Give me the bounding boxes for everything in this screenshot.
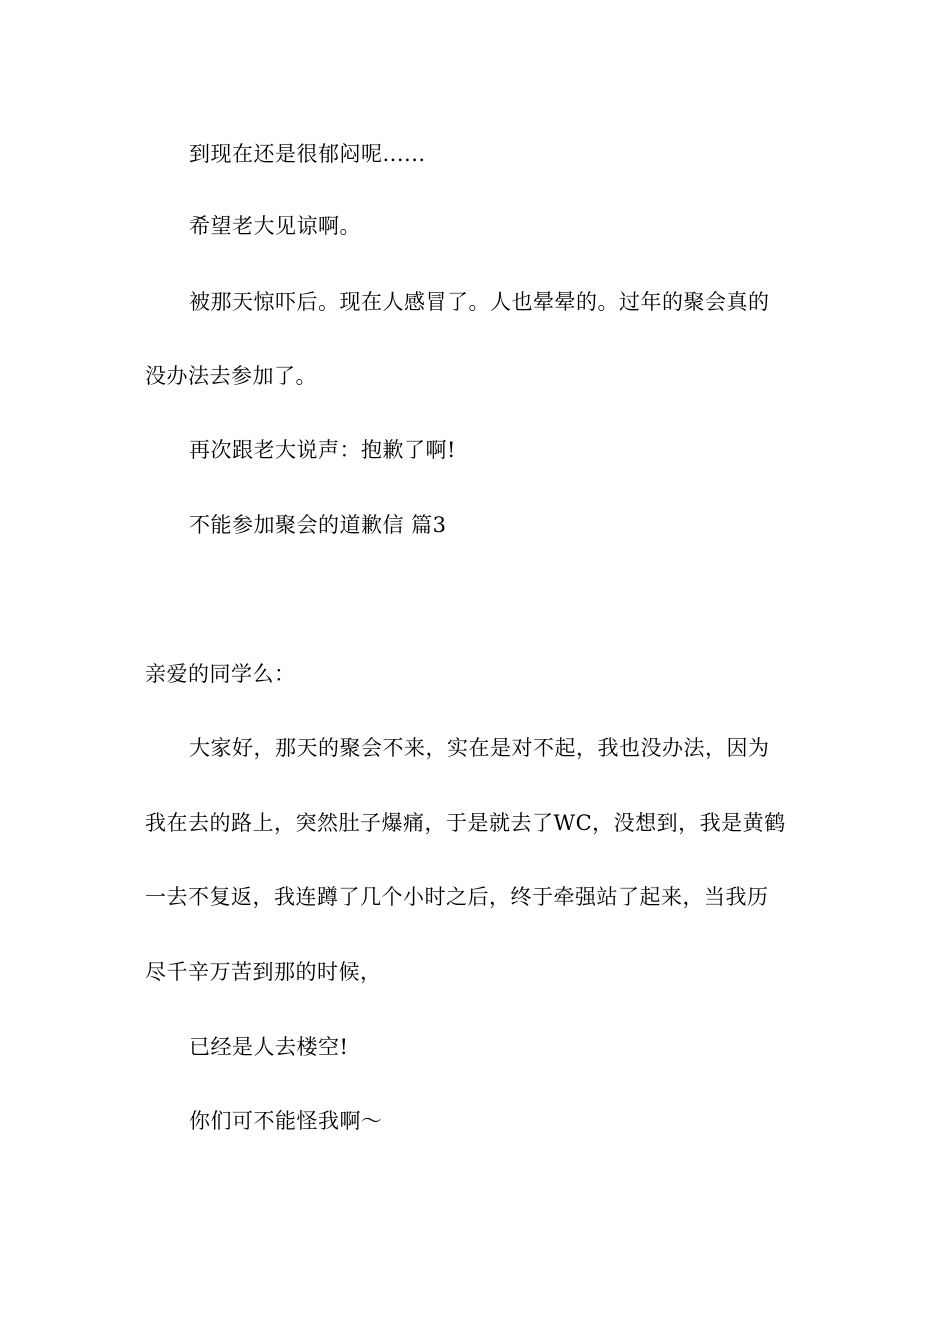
paragraph-line: 大家好，那天的聚会不来，实在是对不起，我也没办法，因为 [189,736,770,760]
paragraph-line: 没办法去参加了。 [145,364,317,388]
paragraph-line: 已经是人去楼空! [189,1035,349,1059]
salutation: 亲爱的同学么： [145,662,296,686]
paragraph-line: 一去不复返，我连蹲了几个小时之后，终于牵强站了起来，当我历 [145,885,769,909]
paragraph-line: 到现在还是很郁闷呢...... [189,142,426,166]
paragraph-line: 再次跟老大说声：抱歉了啊! [189,438,456,462]
section-heading: 不能参加聚会的道歉信 篇3 [189,513,447,537]
paragraph-line: 希望老大见谅啊。 [189,214,361,238]
paragraph-line: 尽千辛万苦到那的时候， [145,960,382,984]
paragraph-line: 被那天惊吓后。现在人感冒了。人也晕晕的。过年的聚会真的 [189,290,770,314]
paragraph-line: 我在去的路上，突然肚子爆痛，于是就去了WC，没想到，我是黄鹤 [145,811,786,835]
paragraph-line: 你们可不能怪我啊～ [189,1109,383,1133]
